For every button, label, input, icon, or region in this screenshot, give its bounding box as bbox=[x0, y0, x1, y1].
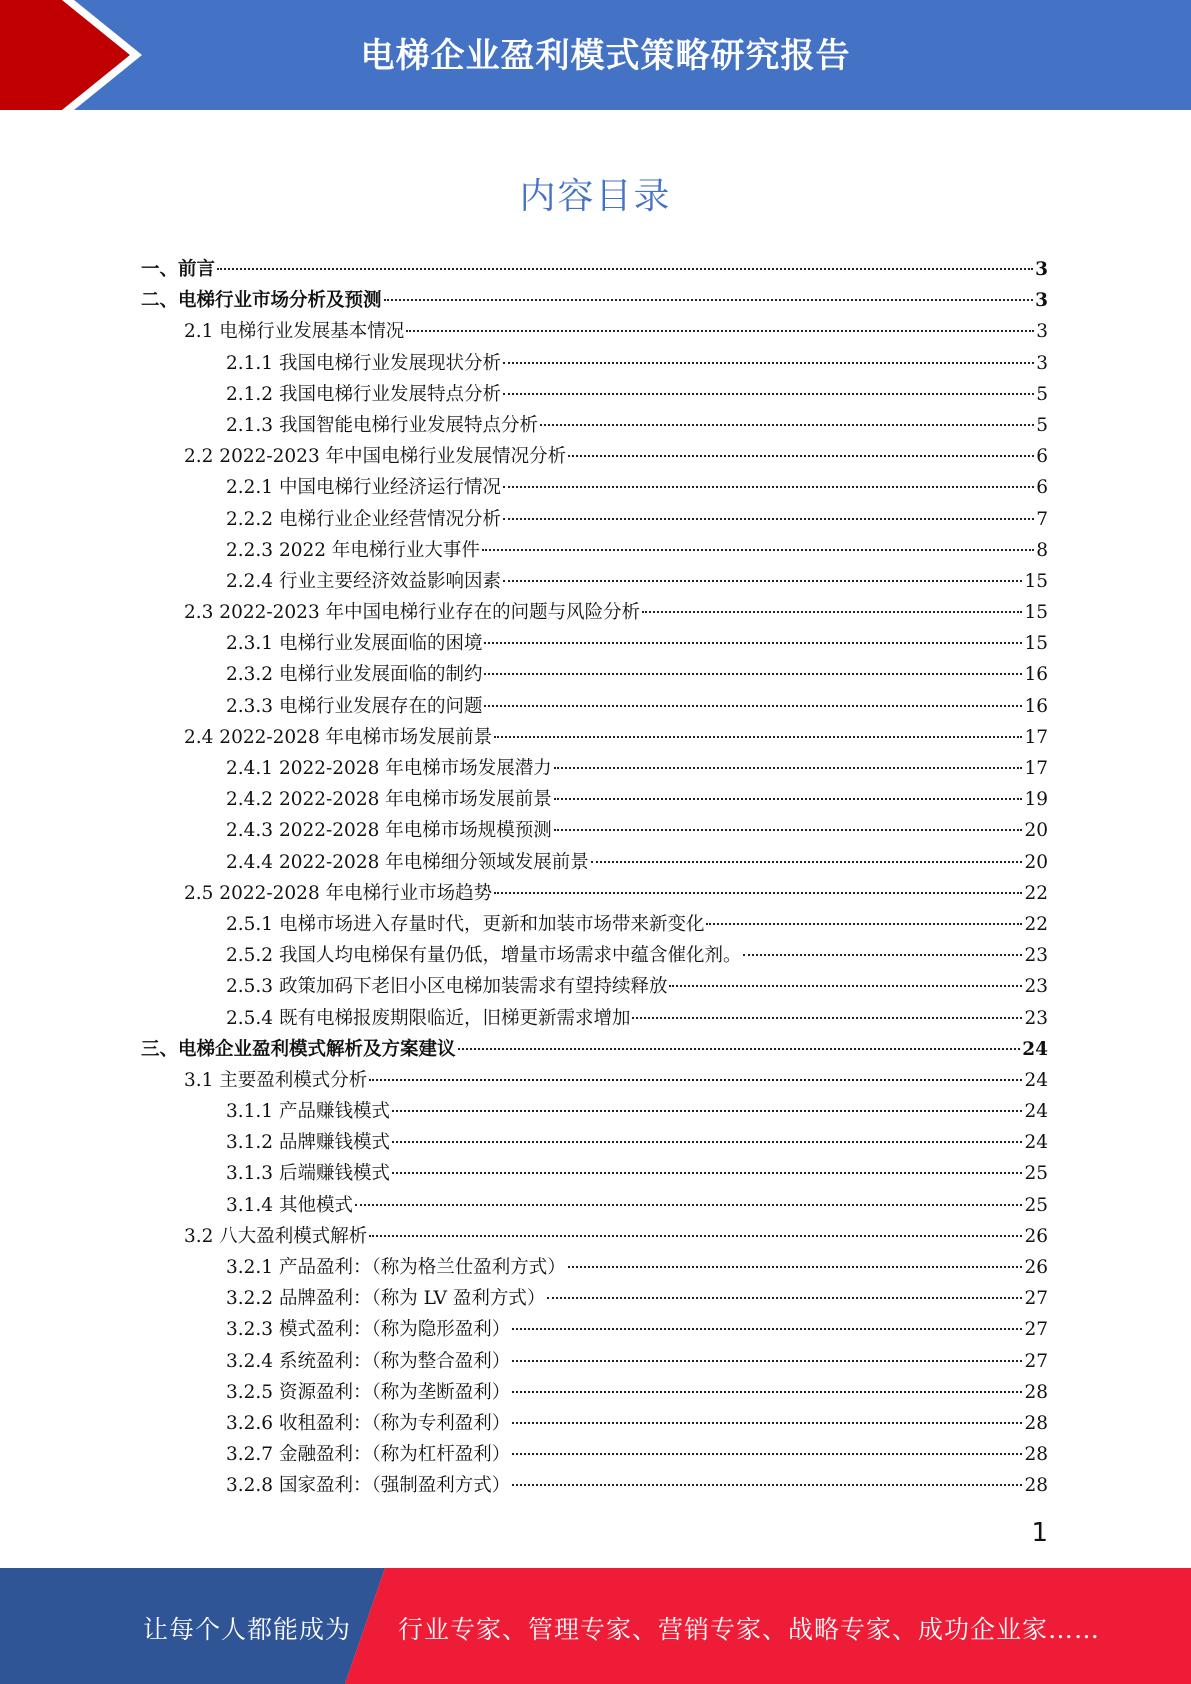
toc-entry[interactable] bbox=[141, 1252, 1048, 1283]
toc-entry-page: 28 bbox=[1024, 1381, 1048, 1403]
toc-entry-label: 3.1.2 品牌赚钱模式 bbox=[226, 1132, 390, 1154]
toc-entry[interactable] bbox=[141, 878, 1048, 909]
toc-dot-leader bbox=[512, 1391, 1022, 1393]
toc-entry-page: 16 bbox=[1024, 695, 1048, 717]
report-title: 电梯企业盈利模式策略研究报告 bbox=[360, 36, 851, 76]
toc-dot-leader bbox=[554, 798, 1023, 800]
toc-dot-leader bbox=[392, 1141, 1022, 1143]
toc-entry-label: 3.2 八大盈利模式解析 bbox=[184, 1225, 368, 1247]
toc-entry-label: 3.1.4 其他模式 bbox=[226, 1194, 353, 1216]
toc-dot-leader bbox=[554, 767, 1023, 769]
toc-entry-label: 2.4.2 2022-2028 年电梯市场发展前景 bbox=[226, 789, 552, 811]
toc-entry-page: 20 bbox=[1024, 820, 1048, 842]
toc-dot-leader bbox=[484, 705, 1022, 707]
toc-entry-page: 22 bbox=[1024, 913, 1048, 935]
toc-entry-page: 3 bbox=[1035, 259, 1048, 280]
toc-entry[interactable] bbox=[141, 1470, 1048, 1501]
toc-dot-leader bbox=[512, 1422, 1022, 1424]
toc-entry-page: 28 bbox=[1024, 1475, 1048, 1497]
toc-entry-page: 15 bbox=[1024, 633, 1048, 655]
toc-entry-label: 3.2.3 模式盈利：（称为隐形盈利） bbox=[226, 1319, 511, 1341]
toc-entry-label: 2.4 2022-2028 年电梯市场发展前景 bbox=[184, 726, 493, 748]
toc-heading: 内容目录 bbox=[519, 176, 672, 217]
toc-entry[interactable] bbox=[141, 659, 1048, 690]
toc-entry-page: 25 bbox=[1024, 1163, 1048, 1185]
toc-entry[interactable] bbox=[141, 971, 1048, 1002]
toc-entry-label: 3.2.7 金融盈利：（称为杠杆盈利） bbox=[226, 1444, 511, 1466]
toc-entry-label: 2.3.2 电梯行业发展面临的制约 bbox=[226, 664, 483, 686]
toc-entry-label: 2.4.3 2022-2028 年电梯市场规模预测 bbox=[226, 820, 552, 842]
page-footer bbox=[0, 1568, 1191, 1684]
toc-entry-page: 24 bbox=[1024, 1101, 1048, 1123]
toc-dot-leader bbox=[406, 330, 1034, 332]
toc-entry-label: 2.5.3 政策加码下老旧小区电梯加装需求有望持续释放 bbox=[226, 976, 668, 998]
toc-entry-page: 27 bbox=[1024, 1288, 1048, 1310]
toc-entry-label: 2.5.1 电梯市场进入存量时代，更新和加装市场带来新变化 bbox=[226, 913, 705, 935]
toc-entry-label: 2.2.1 中国电梯行业经济运行情况 bbox=[226, 477, 501, 499]
toc-entry[interactable] bbox=[141, 597, 1048, 628]
toc-dot-leader bbox=[369, 1235, 1022, 1237]
toc-dot-leader bbox=[355, 1204, 1023, 1206]
toc-entry-page: 3 bbox=[1036, 321, 1048, 343]
toc-entry-page: 8 bbox=[1036, 539, 1048, 561]
toc-entry[interactable] bbox=[141, 1096, 1048, 1127]
toc-dot-leader bbox=[503, 393, 1034, 395]
toc-entry-page: 17 bbox=[1024, 758, 1048, 779]
toc-entry-label: 2.1.3 我国智能电梯行业发展特点分析 bbox=[226, 414, 538, 436]
toc-entry-page: 16 bbox=[1024, 664, 1048, 686]
toc-entry[interactable] bbox=[141, 1283, 1048, 1314]
toc-entry[interactable] bbox=[141, 722, 1048, 753]
toc-entry[interactable] bbox=[141, 753, 1048, 784]
toc-dot-leader bbox=[512, 1360, 1022, 1362]
toc-dot-leader bbox=[568, 455, 1034, 457]
toc-dot-leader bbox=[512, 1328, 1022, 1330]
page-header-bar bbox=[0, 0, 1191, 110]
toc-entry[interactable] bbox=[141, 1190, 1048, 1221]
toc-entry-page: 24 bbox=[1024, 1069, 1048, 1091]
toc-entry-page: 20 bbox=[1024, 851, 1048, 873]
toc-entry-label: 2.1.2 我国电梯行业发展特点分析 bbox=[226, 383, 501, 405]
toc-entry-label: 2.3 2022-2023 年中国电梯行业存在的问题与风险分析 bbox=[184, 602, 641, 624]
toc-entry[interactable] bbox=[141, 1346, 1048, 1377]
toc-entry[interactable] bbox=[141, 815, 1048, 846]
toc-entry-label: 3.2.4 系统盈利：（称为整合盈利） bbox=[226, 1350, 511, 1372]
toc-entry-label: 三、电梯企业盈利模式解析及方案建议 bbox=[141, 1038, 456, 1060]
toc-entry-label: 一、前言 bbox=[141, 259, 216, 280]
toc-entry-label: 2.3.1 电梯行业发展面临的困境 bbox=[226, 633, 483, 655]
toc-entry-label: 3.1.3 后端赚钱模式 bbox=[226, 1163, 390, 1185]
toc-entry[interactable] bbox=[141, 472, 1048, 503]
toc-dot-leader bbox=[503, 518, 1034, 520]
toc-entry-page: 17 bbox=[1024, 726, 1048, 748]
toc-entry-label: 3.2.2 品牌盈利：（称为 LV 盈利方式） bbox=[226, 1288, 546, 1310]
toc-entry[interactable] bbox=[141, 316, 1048, 347]
toc-entry-page: 3 bbox=[1035, 290, 1048, 312]
toc-entry-label: 2.1.1 我国电梯行业发展现状分析 bbox=[226, 352, 501, 374]
toc-entry-label: 2.2.3 2022 年电梯行业大事件 bbox=[226, 539, 480, 561]
toc-entry-page: 22 bbox=[1024, 882, 1048, 904]
toc-entry-label: 2.5.4 既有电梯报废期限临近，旧梯更新需求增加 bbox=[226, 1007, 631, 1029]
toc-dot-leader bbox=[503, 486, 1034, 488]
toc-dot-leader bbox=[512, 1453, 1022, 1455]
toc-entry[interactable] bbox=[141, 1314, 1048, 1345]
toc-entry-label: 2.2.4 行业主要经济效益影响因素 bbox=[226, 570, 501, 592]
toc-dot-leader bbox=[743, 954, 1022, 956]
toc-dot-leader bbox=[384, 299, 1034, 301]
toc-entry[interactable] bbox=[141, 504, 1048, 535]
toc-entry[interactable] bbox=[141, 410, 1048, 441]
toc-entry-label: 2.2.2 电梯行业企业经营情况分析 bbox=[226, 508, 501, 530]
toc-entry[interactable] bbox=[141, 1127, 1048, 1158]
toc-entry-page: 23 bbox=[1024, 976, 1048, 998]
toc-entry-label: 3.1 主要盈利模式分析 bbox=[184, 1069, 368, 1091]
footer-slogan-right: 行业专家、管理专家、营销专家、战略专家、成功企业家…… bbox=[398, 1615, 1101, 1644]
toc-entry-page: 27 bbox=[1024, 1350, 1048, 1372]
toc-entry[interactable] bbox=[141, 1221, 1048, 1252]
toc-dot-leader bbox=[568, 1266, 1023, 1268]
toc-entry-page: 24 bbox=[1024, 1132, 1048, 1154]
toc-entry-page: 5 bbox=[1036, 383, 1048, 405]
toc-entry[interactable] bbox=[141, 940, 1048, 971]
toc-entry-label: 2.4.1 2022-2028 年电梯市场发展潜力 bbox=[226, 758, 552, 779]
toc-entry[interactable] bbox=[141, 285, 1048, 316]
toc-entry-page: 7 bbox=[1036, 508, 1048, 530]
toc-entry-page: 6 bbox=[1036, 446, 1048, 468]
toc-entry-label: 2.5 2022-2028 年电梯行业市场趋势 bbox=[184, 882, 493, 904]
toc-dot-leader bbox=[392, 1172, 1022, 1174]
toc-entry-page: 28 bbox=[1024, 1412, 1048, 1434]
toc-entry-page: 6 bbox=[1036, 477, 1048, 499]
toc-entry[interactable] bbox=[141, 1377, 1048, 1408]
toc-dot-leader bbox=[369, 1079, 1022, 1081]
toc-entry[interactable] bbox=[141, 784, 1048, 815]
toc-dot-leader bbox=[503, 362, 1034, 364]
toc-entry-label: 3.2.6 收租盈利：（称为专利盈利） bbox=[226, 1412, 511, 1434]
toc-entry-page: 19 bbox=[1024, 789, 1048, 811]
toc-entry-page: 25 bbox=[1024, 1194, 1048, 1216]
toc-dot-leader bbox=[706, 923, 1022, 925]
toc-entry[interactable] bbox=[141, 254, 1048, 285]
toc-dot-leader bbox=[642, 611, 1022, 613]
toc-entry-page: 5 bbox=[1036, 414, 1048, 436]
toc-entry-page: 26 bbox=[1024, 1225, 1048, 1247]
toc-entry[interactable] bbox=[141, 1408, 1048, 1439]
toc-dot-leader bbox=[458, 1048, 1021, 1050]
toc-entry-page: 3 bbox=[1036, 352, 1048, 374]
toc-dot-leader bbox=[503, 580, 1022, 582]
toc-entry-label: 二、电梯行业市场分析及预测 bbox=[141, 290, 382, 312]
toc-entry[interactable] bbox=[141, 1034, 1048, 1065]
toc-entry-page: 23 bbox=[1024, 945, 1048, 967]
toc-dot-leader bbox=[632, 1017, 1022, 1019]
toc-entry-label: 2.4.4 2022-2028 年电梯细分领域发展前景 bbox=[226, 851, 589, 873]
toc-dot-leader bbox=[554, 829, 1023, 831]
page-number: 1 bbox=[1031, 1518, 1048, 1548]
toc-entry-label: 3.2.5 资源盈利：（称为垄断盈利） bbox=[226, 1381, 511, 1403]
toc-entry-page: 28 bbox=[1024, 1444, 1048, 1466]
toc-dot-leader bbox=[482, 549, 1034, 551]
toc-entry-page: 15 bbox=[1024, 570, 1048, 592]
toc-dot-leader bbox=[392, 1110, 1022, 1112]
footer-slogan-left: 让每个人都能成为 bbox=[143, 1615, 352, 1644]
toc-dot-leader bbox=[547, 1297, 1022, 1299]
toc-entry[interactable] bbox=[141, 1065, 1048, 1096]
toc-dot-leader bbox=[512, 1484, 1022, 1486]
toc-entry-page: 23 bbox=[1024, 1007, 1048, 1029]
toc-dot-leader bbox=[540, 424, 1034, 426]
toc-entry[interactable] bbox=[141, 348, 1048, 379]
toc-entry[interactable] bbox=[141, 628, 1048, 659]
toc-entry[interactable] bbox=[141, 909, 1048, 940]
toc-dot-leader bbox=[484, 673, 1022, 675]
toc-entry-label: 2.2 2022-2023 年中国电梯行业发展情况分析 bbox=[184, 446, 567, 468]
toc-dot-leader bbox=[669, 985, 1022, 987]
toc-dot-leader bbox=[484, 642, 1022, 644]
toc-dot-leader bbox=[494, 736, 1022, 738]
toc-entry[interactable] bbox=[141, 379, 1048, 410]
toc-dot-leader bbox=[217, 268, 1033, 270]
toc-entry[interactable] bbox=[141, 566, 1048, 597]
toc-dot-leader bbox=[494, 892, 1022, 894]
toc-entry[interactable] bbox=[141, 1003, 1048, 1034]
table-of-contents bbox=[141, 254, 1048, 1502]
toc-entry-page: 15 bbox=[1024, 602, 1048, 624]
toc-entry-page: 27 bbox=[1024, 1319, 1048, 1341]
toc-entry-label: 2.3.3 电梯行业发展存在的问题 bbox=[226, 695, 483, 717]
toc-entry-label: 2.5.2 我国人均电梯保有量仍低，增量市场需求中蕴含催化剂。 bbox=[226, 945, 742, 967]
toc-entry-label: 3.2.1 产品盈利：（称为格兰仕盈利方式） bbox=[226, 1257, 566, 1278]
toc-entry-page: 24 bbox=[1022, 1038, 1048, 1060]
toc-dot-leader bbox=[591, 861, 1023, 863]
toc-entry[interactable] bbox=[141, 691, 1048, 722]
toc-entry[interactable] bbox=[141, 441, 1048, 472]
toc-entry-page: 26 bbox=[1024, 1257, 1048, 1278]
toc-entry[interactable] bbox=[141, 847, 1048, 878]
toc-entry-label: 3.2.8 国家盈利：（强制盈利方式） bbox=[226, 1475, 511, 1497]
toc-entry-label: 3.1.1 产品赚钱模式 bbox=[226, 1101, 390, 1123]
toc-entry-label: 2.1 电梯行业发展基本情况 bbox=[184, 321, 405, 343]
toc-entry[interactable] bbox=[141, 535, 1048, 566]
toc-entry[interactable] bbox=[141, 1158, 1048, 1189]
toc-entry[interactable] bbox=[141, 1439, 1048, 1470]
